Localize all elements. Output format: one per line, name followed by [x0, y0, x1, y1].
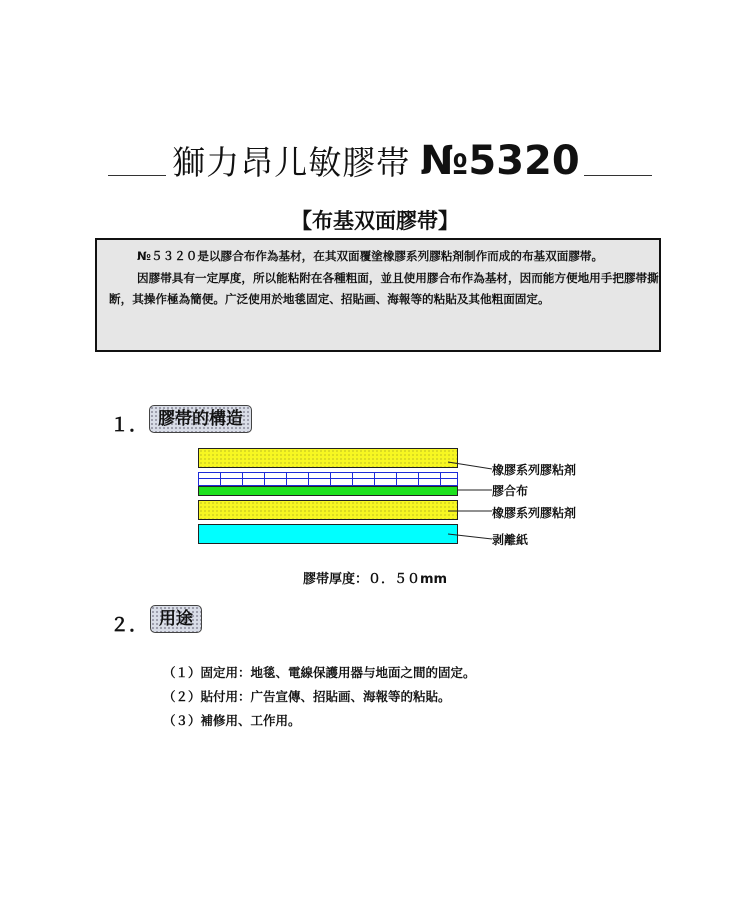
usage-item-3: （３）補修用、工作用。 [163, 713, 301, 728]
intro-paragraph-2: 因膠帯具有一定厚度，所以能粘附在各種粗面，並且使用膠合布作為基材，因而能方便地用手把膠帯撕断，其操作極為簡便。广泛使用於地毯固定、招貼画、海報等的粘貼及其他粗面固定。 [109, 270, 659, 306]
page-subtitle: 【布基双面膠帯】 [291, 209, 459, 233]
usage-item-2: （２）貼付用：广告宣傳、招貼画、海報等的粘貼。 [163, 689, 451, 704]
label-release-paper: 剥離紙 [492, 533, 529, 547]
model-number: №5320 [416, 138, 583, 184]
intro-paragraph-1: №５３２０是以膠合布作為基材，在其双面覆塗橡膠系列膠粘剤制作而成的布基双面膠帯。 [137, 249, 604, 263]
thickness-note: 膠帯厚度：０．５０mm [302, 572, 448, 587]
page-title [0, 138, 750, 186]
layer-adhesive-top [198, 448, 458, 468]
intro-box [95, 238, 661, 352]
section-1-number: １． [110, 414, 149, 436]
label-cloth: 膠合布 [492, 484, 529, 498]
section-2-heading: 用途 [150, 605, 202, 633]
label-adhesive-bottom: 橡膠系列膠粘剤 [492, 506, 577, 520]
layer-adhesive-bottom [198, 500, 458, 520]
layer-release-paper [198, 524, 458, 544]
layer-cloth-grid [198, 472, 458, 486]
section-2-number: ２． [110, 614, 149, 636]
layer-cloth [198, 486, 458, 496]
section-1-heading: 膠帯的構造 [149, 405, 252, 433]
product-name: 獅力昂儿敏膠帯 [166, 143, 416, 182]
usage-item-1: （１）固定用：地毯、電線保護用器与地面之間的固定。 [163, 665, 476, 680]
label-adhesive-top: 橡膠系列膠粘剤 [492, 463, 577, 477]
